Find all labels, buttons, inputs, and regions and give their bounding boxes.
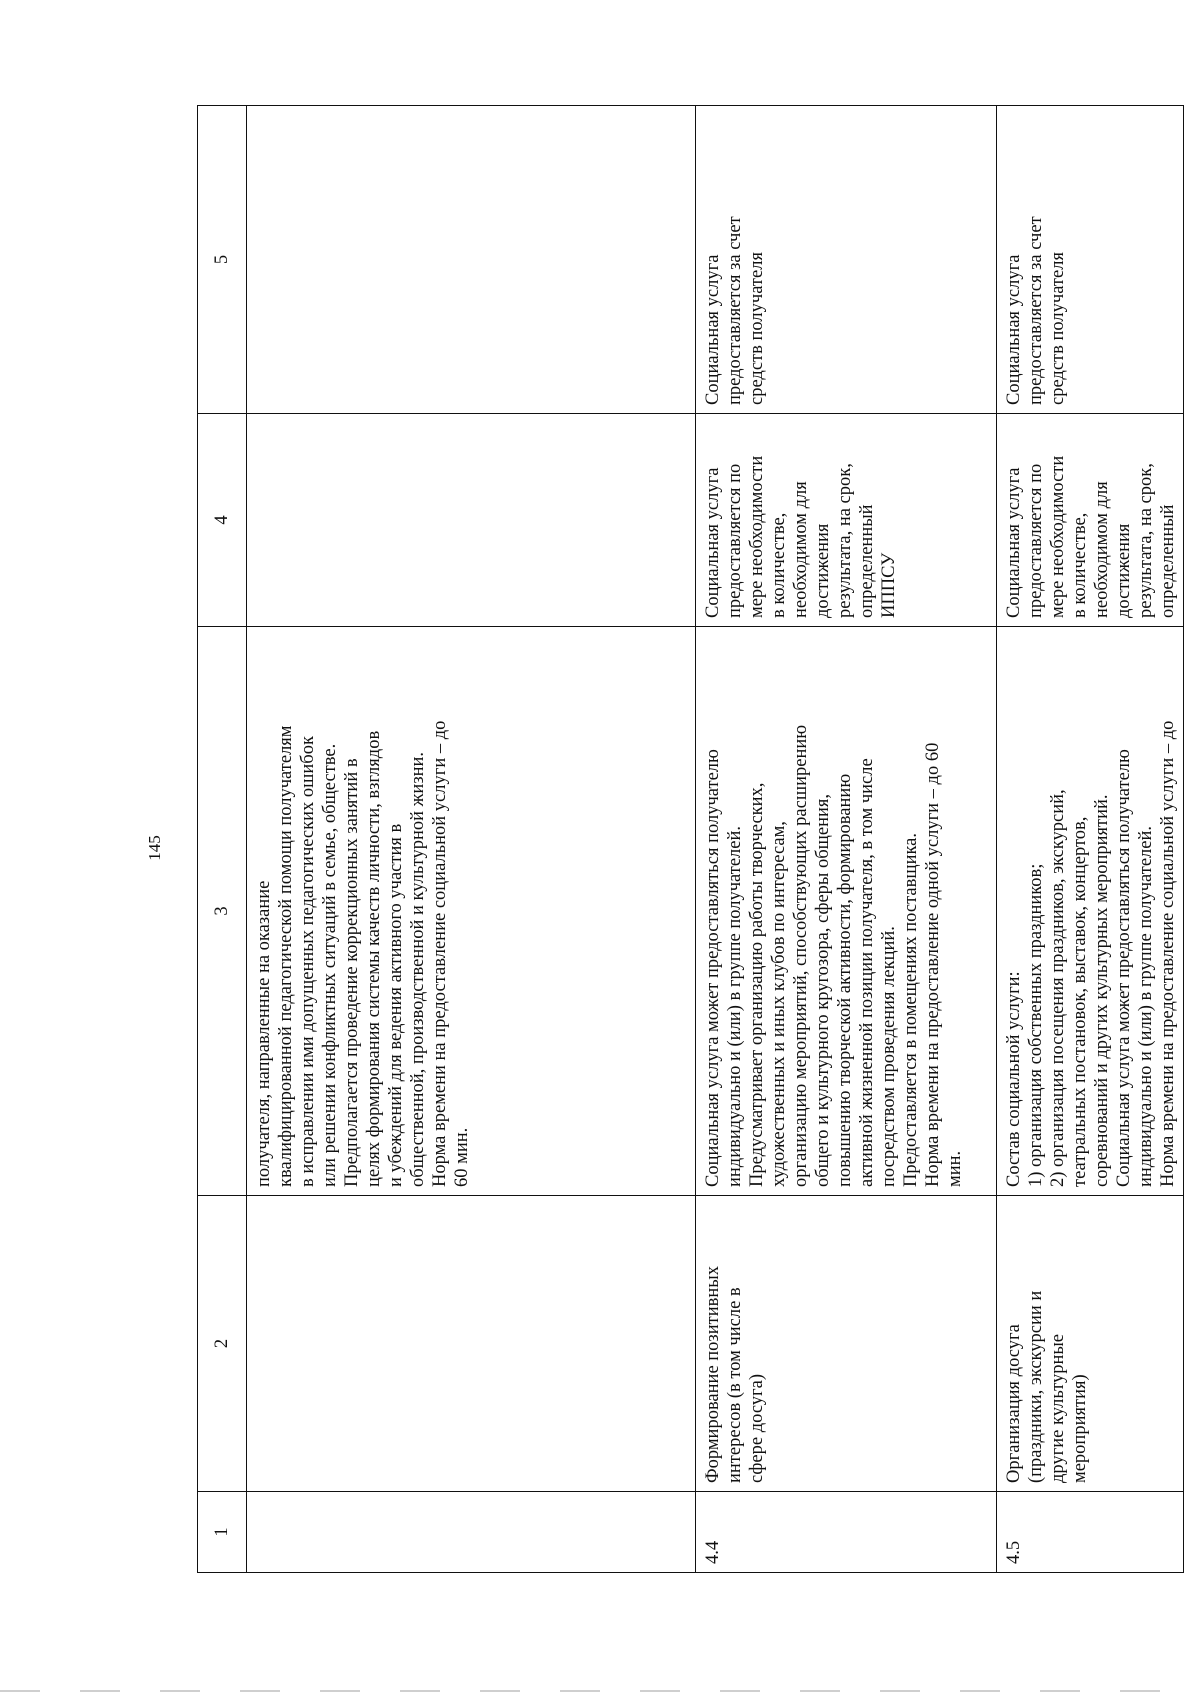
services-table-wrapper [197,106,1178,1573]
cell-payment [997,106,1184,414]
service-frequency: Социальная услуга предоставляется по мере необходимости в количестве, необходимом для достижения результата, на срок, определенный ИППСУ [703,455,899,618]
table-header-row [198,106,247,1573]
service-payment: Социальная услуга предоставляется за счет средств получателя [1004,216,1068,405]
service-description: Состав социальной услуги: 1) организация собственных праздников; 2) организация посещения праздников, экскурсий, театральных постановок, выставок, концертов, соревнований и других культурных мероприятий. Социальная услуга может предоставляться получателю индивидуально и (или) в группе получателей. Норма времени на предоставление социальной услуги – до [1004,720,1178,1187]
service-payment: Социальная услуга предоставляется за счет средств получателя [703,216,767,405]
cell-description [997,627,1184,1196]
cell-number [997,1492,1184,1573]
cell-payment [696,106,997,414]
service-name: Организация досуга (праздники, экскурсии и другие культурные мероприятия) [1004,1290,1090,1483]
header-col-3: 3 [198,627,247,1196]
services-table [197,105,1184,1573]
cell-description [247,627,696,1196]
services-table-rotated [197,106,1178,1573]
table-row [997,106,1184,1573]
cell-description [696,627,997,1196]
header-col-4: 4 [198,414,247,627]
service-description: Социальная услуга может предоставляться получателю индивидуально и (или) в группе получателей. Предусматривает организацию работы творческих, художественных и иных клубов по интересам, организацию мероприятий, способствующих расширению общего и культурного кругозора, сферы общения, повышению творческой активности, формированию активной жизненной позиции получателя, в том числе посредством проведения лекций. Предоставляется в помещениях поставщика. Норма времени на предоставление одной услуги – до 60 мин. [703,724,965,1187]
header-col-1: 1 [198,1492,247,1573]
table-row [247,106,696,1573]
table-row [696,106,997,1573]
scan-edge-divider [0,1690,1200,1692]
row-number: 4.5 [1004,1540,1024,1564]
cell-frequency [247,414,696,627]
cell-frequency [696,414,997,627]
cell-service-name [247,1196,696,1492]
page-number: 145 [144,835,164,861]
service-name: Формирование позитивных интересов (в том числе в сфере досуга) [703,1266,767,1483]
service-frequency: Социальная услуга предоставляется по мере необходимости в количестве, необходимом для достижения результата, на срок, определенный [1004,455,1178,618]
cell-frequency [997,414,1184,627]
cell-service-name [696,1196,997,1492]
cell-service-name [997,1196,1184,1492]
row-number: 4.4 [703,1540,723,1564]
service-description: получателя, направленные на оказание квалифицированной педагогической помощи получателям в исправлении ими допущенных педагогических ошибок или решении конфликтных ситуаций в семье, обществе. Предполагается проведение коррекционных занятий в целях формирования системы качеств личности, взглядов и убеждений для ведения активного участия в общественной, производственной и культурной жизни. Норма времени на предоставление социальной услуги – до 60 мин. [254,720,472,1187]
header-col-2: 2 [198,1196,247,1492]
cell-number [247,1492,696,1573]
header-col-5: 5 [198,106,247,414]
cell-payment [247,106,696,414]
cell-number [696,1492,997,1573]
